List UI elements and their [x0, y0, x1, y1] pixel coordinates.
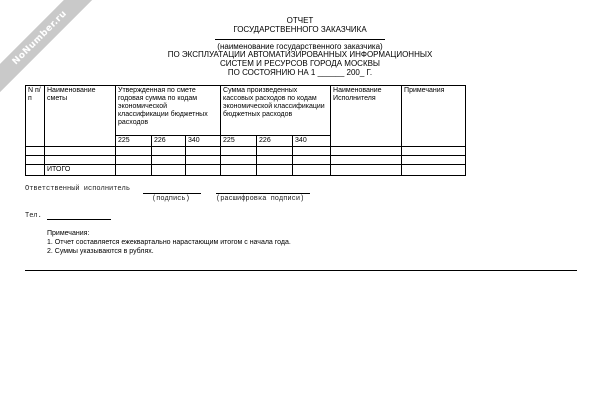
note-item: 1. Отчет составляется ежеквартально нарастающим итогом с начала года.	[47, 239, 291, 246]
col-name-header: Наименование сметы	[45, 86, 116, 147]
signature-decode-line	[216, 193, 310, 194]
customer-name-line	[215, 39, 385, 40]
table-header-row	[26, 86, 466, 136]
phone-label: Тел.	[25, 212, 42, 220]
report-heading-line2: СИСТЕМ И РЕСУРСОВ ГОРОДА МОСКВЫ	[219, 59, 381, 68]
report-heading-line1: ПО ЭКСПЛУАТАЦИИ АВТОМАТИЗИРОВАННЫХ ИНФОРМАЦИОННЫХ	[167, 50, 433, 59]
table-row	[26, 147, 466, 156]
bottom-rule	[25, 270, 577, 271]
report-title: ОТЧЕТ	[286, 16, 314, 25]
col-number-header: N п/п	[26, 86, 45, 147]
report-table	[25, 85, 466, 176]
responsible-executor-label: Ответственный исполнитель	[25, 185, 131, 193]
notes-title: Примечания:	[47, 230, 90, 237]
customer-name-caption: (наименование государственного заказчика)	[217, 42, 383, 51]
table-row	[26, 156, 466, 165]
total-label: ИТОГО	[45, 165, 116, 176]
col-executor-header: Наименование Исполнителя	[331, 86, 402, 147]
code-cell: 225	[221, 136, 257, 147]
signature-line	[143, 193, 201, 194]
col-actual-header: Сумма произведенных кассовых расходов по кодам экономической классификации бюджетных расходов	[221, 86, 331, 136]
signature-decode-caption: (расшифровка подписи)	[216, 195, 305, 203]
note-item: 2. Суммы указываются в рублях.	[47, 248, 154, 255]
report-subtitle: ГОСУДАРСТВЕННОГО ЗАКАЗЧИКА	[233, 25, 367, 34]
code-cell: 340	[293, 136, 331, 147]
col-approved-header: Утвержденная по смете годовая сумма по кодам экономической классификации бюджетных расходов	[116, 86, 221, 136]
code-cell: 226	[152, 136, 186, 147]
signature-caption: (подпись)	[152, 195, 190, 203]
report-date-line: ПО СОСТОЯНИЮ НА 1 ______ 200_ Г.	[227, 68, 373, 77]
col-notes-header: Примечания	[402, 86, 466, 147]
code-cell: 225	[116, 136, 152, 147]
code-cell: 226	[257, 136, 293, 147]
code-cell: 340	[186, 136, 221, 147]
watermark: NoNumber.ru	[0, 0, 97, 95]
total-row	[26, 165, 466, 176]
phone-line	[47, 219, 111, 220]
